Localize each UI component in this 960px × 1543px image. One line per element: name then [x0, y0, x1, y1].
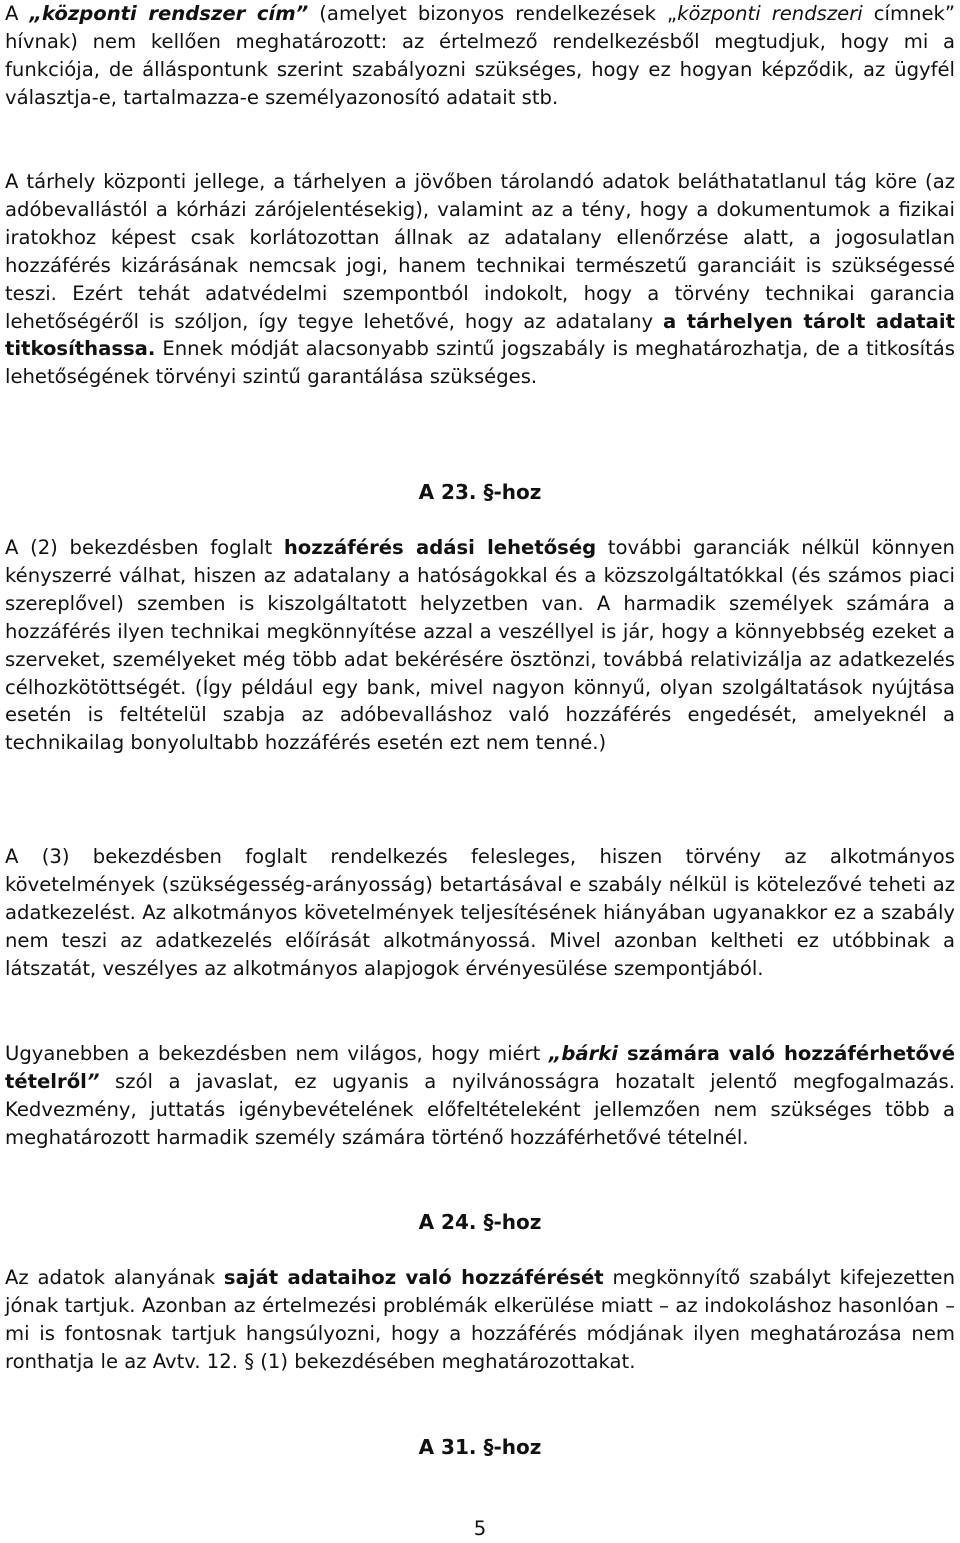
section-heading-31: A 31. §-hoz [418, 1435, 542, 1459]
paragraph-anyone-access [5, 1040, 955, 1152]
paragraph-own-data-access [5, 1264, 955, 1376]
paragraph-storage-encryption [5, 168, 955, 391]
paragraph-central-address [5, 0, 955, 112]
paragraph-text: A (2) bekezdésben foglalt hozzáférés adási lehetőség további garanciák nélkül könnyen kényszerré válhat, hiszen az adatalany a hatóságokkal és a közszolgáltatókkal (és számos piaci szereplővel) szemben is kiszolgáltatott helyzetben van. A harmadik személyek számára a hozzáférés ilyen technikai megkönnyítése azzal a veszéllyel is jár, hogy a könnyebbség ezeket a szerveket, személyeket még több adat bekérésére ösztönzi, továbbá relativizálja az adatkezelés célhozkötöttségét. (Így például egy bank, mivel nagyon könnyű, olyan szolgáltatások nyújtása esetén is feltételül szabja az adóbevalláshoz való hozzáférés engedését, amelyeknél a technikailag bonyolultabb hozzáférés esetén ezt nem tenné.) [5, 536, 955, 755]
section-heading-23: A 23. §-hoz [418, 480, 542, 504]
section-heading-24: A 24. §-hoz [418, 1210, 542, 1234]
paragraph-text: Az adatok alanyának saját adataihoz való hozzáférését megkönnyítő szabályt kifejezetten jónak tartjuk. Azonban az értelmezési problémák elkerülése miatt – az indokoláshoz hasonlóan – mi is fontosnak tartjuk hangsúlyozni, hogy a hozzáférés módjának ilyen meghatározása nem ronthatja le az Avtv. 12. § (1) bekezdésében meghatározottakat. [5, 1266, 955, 1373]
paragraph-text: A tárhely központi jellege, a tárhelyen a jövőben tárolandó adatok beláthatatlanul tág köre (az adóbevallástól a kórházi zárójelentésekig), valamint az a tény, hogy a dokumentumok a fizikai iratokhoz képest csak korlátozottan állnak az adatalany ellenőrzése alatt, a jogosulatlan hozzáférés kizárásának nemcsak jogi, hanem technikai természetű garanciáit is szükségessé teszi. Ezért tehát adatvédelmi szempontból indokolt, hogy a törvény technikai garancia lehetőségéről is szóljon, így tegye lehetővé, hogy az adatalany a tárhelyen tárolt adatait titkosíthassa. Ennek módját alacsonyabb szintű jogszabály is meghatározhatja, de a titkosítás lehetőségének törvényi szintű garantálása szükséges. [5, 170, 955, 389]
paragraph-access-granting [5, 534, 955, 757]
page-number: 5 [473, 1517, 487, 1540]
paragraph-text: Ugyanebben a bekezdésben nem világos, hogy miért „bárki számára való hozzáférhetővé tételről” szól a javaslat, ez ugyanis a nyilvánosságra hozatalt jelentő megfogalmazás. Kedvezmény, juttatás igénybevételének előfeltételeként jellemzően nem szükséges több a meghatározott harmadik személy számára történő hozzáférhetővé tételnél. [5, 1042, 955, 1149]
paragraph-paragraph-3 [5, 843, 955, 983]
document-page [5, 0, 955, 1541]
paragraph-text: A „központi rendszer cím” (amelyet bizonyos rendelkezések „központi rendszeri címnek” hívnak) nem kellően meghatározott: az értelmező rendelkezésből megtudjuk, hogy mi a funkciója, de álláspontunk szerint szabályozni szükséges, hogy ez hogyan képződik, az ügyfél választja-e, tartalmazza-e személyazonosító adatait stb. [5, 2, 956, 109]
paragraph-text: A (3) bekezdésben foglalt rendelkezés felesleges, hiszen törvény az alkotmányos követelmények (szükségesség-arányosság) betartásával e szabály nélkül is kötelezővé teheti az adatkezelést. Az alkotmányos követelmények teljesítésének hiányában ugyanakkor ez a szabály nem teszi az adatkezelés előírását alkotmányossá. Mivel azonban keltheti ez utóbbinak a látszatát, veszélyes az alkotmányos alapjogok érvényesülése szempontjából. [5, 845, 955, 980]
